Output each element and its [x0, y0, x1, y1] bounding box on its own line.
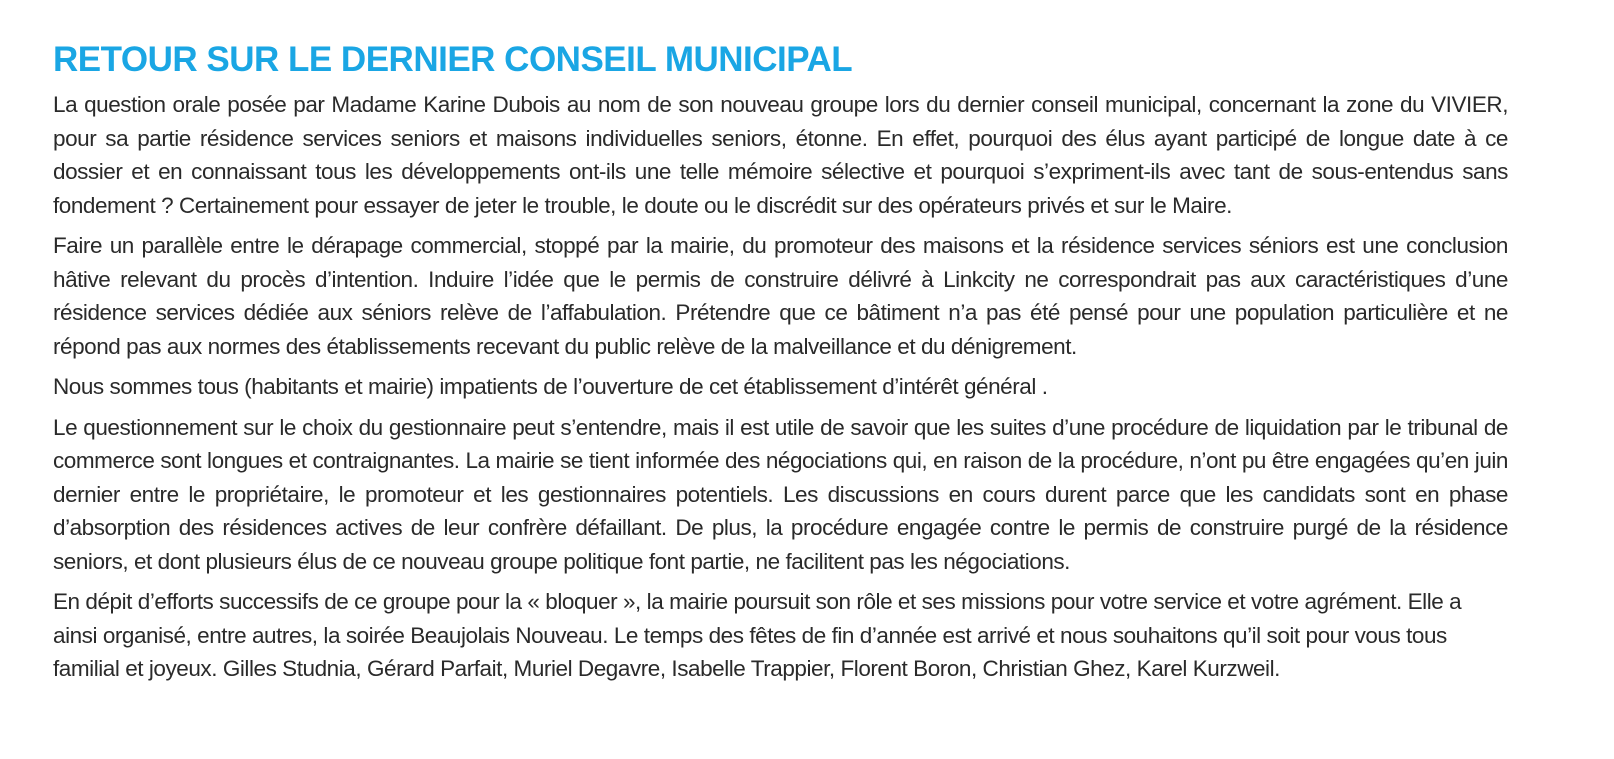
- paragraph-1: La question orale posée par Madame Karine Dubois au nom de son nouveau groupe lors du dernier conseil municipal, concernant la zone du VIVIER, pour sa partie résidence services seniors et maisons individuelles seniors, étonne. En effet, pourquoi des élus ayant participé de longue date à ce dossier et en connaissant tous les développements ont-ils une telle mémoire sélective et pourquoi s’expriment-ils avec tant de sous-entendus sans fondement ? Certainement pour essayer de jeter le trouble, le doute ou le discrédit sur des opérateurs privés et sur le Maire.: [53, 92, 1508, 218]
- paragraph-3: Nous sommes tous (habitants et mairie) impatients de l’ouverture de cet établissement d’intérêt général .: [53, 374, 1048, 399]
- paragraph-2: Faire un parallèle entre le dérapage commercial, stoppé par la mairie, du promoteur des maisons et la résidence services séniors est une conclusion hâtive relevant du procès d’intention. Induire l’idée que le permis de construire délivré à Linkcity ne correspondrait pas aux caractéristiques d’une résidence services dédiée aux séniors relève de l’affabulation. Prétendre que ce bâtiment n’a pas été pensé pour une population particulière et ne répond pas aux normes des établissements recevant du public relève de la malveillance et du dénigrement.: [53, 233, 1508, 359]
- article-title: RETOUR SUR LE DERNIER CONSEIL MUNICIPAL: [53, 40, 853, 79]
- article: [53, 38, 1508, 693]
- paragraph-5-signatures: En dépit d’efforts successifs de ce groupe pour la « bloquer », la mairie poursuit son rôle et ses missions pour votre service et votre agrément. Elle a ainsi organisé, entre autres, la soirée Beaujolais Nouveau. Le temps des fêtes de fin d’année est arrivé et nous souhaitons qu’il soit pour vous tous familial et joyeux. Gilles Studnia, Gérard Parfait, Muriel Degavre, Isabelle Trappier, Florent Boron, Christian Ghez, Karel Kurzweil.: [53, 589, 1462, 681]
- paragraph-4: Le questionnement sur le choix du gestionnaire peut s’entendre, mais il est utile de savoir que les suites d’une procédure de liquidation par le tribunal de commerce sont longues et contraignantes. La mairie se tient informée des négociations qui, en raison de la procédure, n’ont pu être engagées qu’en juin dernier entre le propriétaire, le promoteur et les gestionnaires potentiels. Les discussions en cours durent parce que les candidats sont en phase d’absorption des résidences actives de leur confrère défaillant. De plus, la procédure engagée contre le permis de construire purgé de la résidence seniors, et dont plusieurs élus de ce nouveau groupe politique font partie, ne facilitent pas les négociations.: [53, 414, 1508, 574]
